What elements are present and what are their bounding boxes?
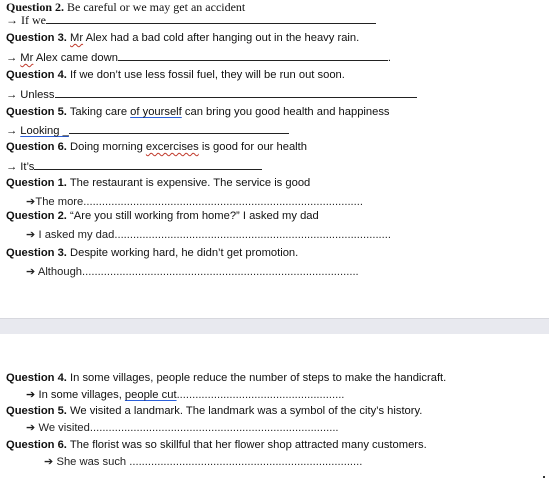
underlined-phrase: people cut	[124, 389, 177, 401]
spellcheck-word: Mr	[20, 52, 34, 64]
answer-tail: _	[59, 125, 69, 137]
answer-prefix: Alex came down	[33, 52, 118, 64]
spellcheck-word: Mr	[70, 32, 84, 44]
question-text-b: can bring you good health and happiness	[181, 106, 390, 118]
question-3-top	[6, 31, 359, 46]
question-label: Question 4.	[6, 372, 67, 384]
answer-arrow: →	[6, 125, 21, 137]
answer-dotted: ➔ Although.........................................................................................	[26, 266, 359, 278]
answer-4-top	[6, 87, 417, 103]
answer-5-top	[6, 123, 289, 139]
answer-prefix: ➔ In some villages,	[26, 389, 125, 401]
question-label: Question 6.	[6, 141, 67, 153]
answer-3-mid	[26, 265, 359, 280]
answer-prefix: → Unless	[6, 89, 55, 101]
answer-prefix: → It’s	[6, 161, 35, 173]
answer-arrow: →	[6, 52, 21, 64]
answer-blank	[34, 159, 262, 170]
answer-6-top	[6, 159, 262, 175]
question-3-mid	[6, 246, 298, 261]
answer-blank	[118, 50, 388, 61]
question-text: Despite working hard, he didn’t get promotion.	[66, 247, 299, 259]
question-text-b: Alex had a bad cold after hanging out in the heavy rain.	[83, 32, 360, 44]
answer-dotted: ➔ I asked my dad.........................................................................................	[26, 229, 391, 241]
answer-prefix: Looking	[20, 125, 60, 137]
text-cursor-mark	[543, 476, 545, 478]
question-5-top	[6, 105, 390, 120]
answer-2-mid	[26, 228, 391, 243]
question-text: “Are you still working from home?” I asked my dad	[66, 210, 319, 222]
spellcheck-word: excercises	[145, 141, 199, 153]
underlined-phrase: of yourself	[130, 106, 182, 118]
answer-dotted: ➔The more..........................................................................................	[26, 196, 363, 208]
answer-end: .	[387, 52, 392, 64]
question-text: The restaurant is expensive. The service is good	[66, 177, 311, 189]
question-6-top	[6, 140, 307, 155]
question-text: In some villages, people reduce the number of steps to make the handicraft.	[66, 372, 447, 384]
answer-2-top	[6, 13, 376, 28]
question-text: We visited a landmark. The landmark was a symbol of the city’s history.	[66, 405, 423, 417]
answer-prefix: → If we	[6, 13, 46, 27]
answer-3-top	[6, 50, 391, 66]
question-label: Question 2.	[6, 0, 65, 14]
answer-4-bottom	[26, 388, 344, 403]
question-text: If we don’t use less fossil fuel, they will be run out soon.	[66, 69, 345, 81]
question-label: Question 5.	[6, 106, 67, 118]
question-4-top	[6, 68, 345, 83]
question-text-b: is good for our health	[198, 141, 307, 153]
question-label: Question 3.	[6, 247, 67, 259]
answer-6-bottom	[44, 455, 362, 470]
question-text: The florist was so skillful that her flower shop attracted many customers.	[66, 439, 427, 451]
question-label: Question 4.	[6, 69, 67, 81]
answer-5-bottom	[26, 421, 339, 436]
question-text-a: Taking care	[66, 106, 131, 118]
question-1-mid	[6, 176, 310, 191]
question-label: Question 5.	[6, 405, 67, 417]
answer-dotted: ➔ She was such ...........................................................................	[44, 456, 363, 468]
question-label: Question 1.	[6, 177, 67, 189]
question-2-mid	[6, 209, 319, 224]
document-page-2	[0, 334, 549, 488]
answer-blank	[55, 87, 417, 98]
question-label: Question 3.	[6, 32, 67, 44]
answer-dots: ......................................................	[176, 389, 345, 401]
question-6-bottom	[6, 438, 427, 453]
answer-blank	[46, 13, 376, 24]
question-text: Be careful or we may get an accident	[64, 0, 246, 14]
question-5-bottom	[6, 404, 422, 419]
answer-blank	[69, 123, 289, 134]
question-text-a: Doing morning	[66, 141, 146, 153]
question-label: Question 2.	[6, 210, 67, 222]
question-4-bottom	[6, 371, 446, 386]
answer-dotted: ➔ We visited................................................................................	[26, 422, 339, 434]
answer-1-mid	[26, 195, 363, 210]
question-label: Question 6.	[6, 439, 67, 451]
